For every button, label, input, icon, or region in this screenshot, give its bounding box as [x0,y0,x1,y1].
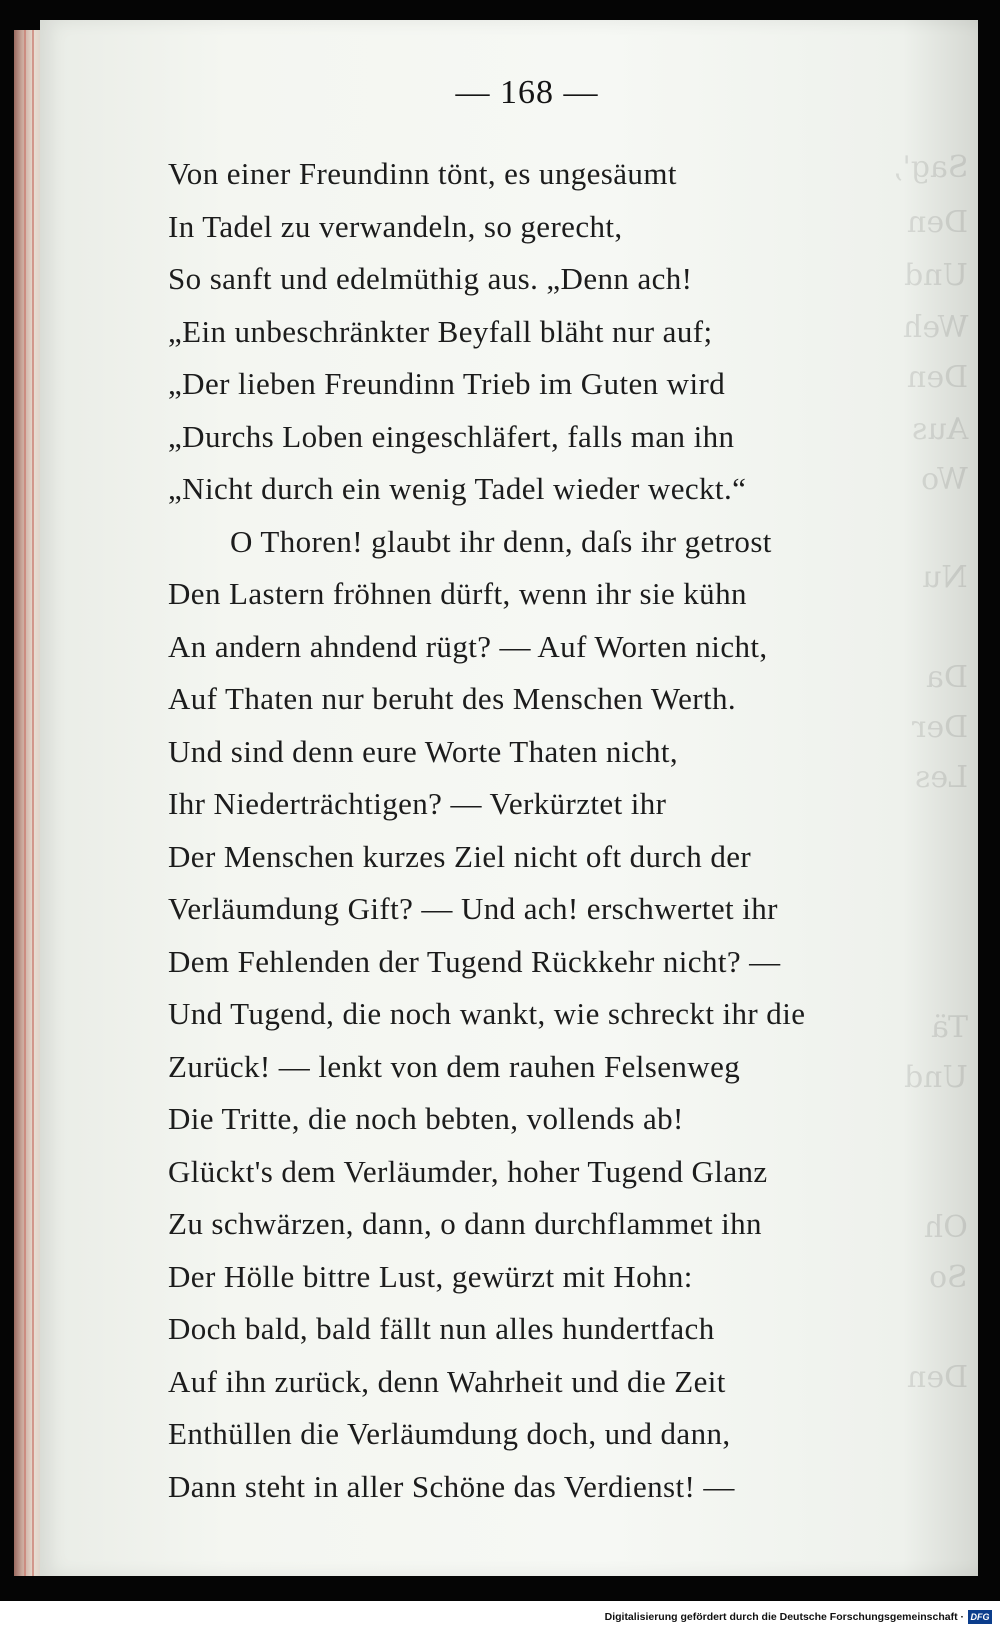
text-line: Doch bald, bald fällt nun alles hundertfach [168,1311,715,1346]
text-line: An andern ahndend rügt? — Auf Worten nicht, [168,628,768,664]
text-line: Den Lastern fröhnen dürft, wenn ihr sie kühn [168,576,747,611]
text-line: Dem Fehlenden der Tugend Rückkehr nicht? — [168,943,781,979]
text-line: Dann steht in aller Schöne das Verdienst! — [168,1468,735,1504]
text-line: Die Tritte, die noch bebten, vollends ab! [168,1101,684,1136]
text-line: Von einer Freundinn tönt, es ungesäumt [168,156,677,191]
text-line: „Durchs Loben eingeschläfert, falls man ihn [168,418,735,454]
text-line: Auf Thaten nur beruht des Menschen Werth. [168,681,737,716]
text-line: „Ein unbeschränkter Beyfall bläht nur auf; [168,313,713,349]
dfg-logo: DFG [968,1610,992,1624]
bleed-through: Sag', Den Und Weh Den Aus Wo Nu Da Der Les Tä Und Oh So Den [892,150,968,1395]
page-edge-line [24,30,26,1576]
text-line: So sanft und edelmüthig aus. „Denn ach! [168,261,693,296]
text-line: Zu schwärzen, dann, o dann durchflammet ihn [168,1206,762,1241]
text-line: Ihr Niederträchtigen? — Verkürztet ihr [168,786,667,821]
book-page [40,20,978,1576]
text-line: Verläumdung Gift? — Und ach! erschwertet ihr [168,891,778,926]
text-line: Der Hölle bittre Lust, gewürzt mit Hohn: [168,1258,693,1294]
page-text [168,148,928,1513]
text-line: „Nicht durch ein wenig Tadel wieder weckt.“ [168,471,747,506]
text-line: „Der lieben Freundinn Trieb im Guten wird [168,366,726,401]
text-line: In Tadel zu verwandeln, so gerecht, [168,208,623,244]
text-line: Zurück! — lenkt von dem rauhen Felsenweg [168,1048,741,1084]
footer-credit: Digitalisierung gefördert durch die Deutsche Forschungsgemeinschaft · [604,1611,964,1623]
text-line: Der Menschen kurzes Ziel nicht oft durch der [168,838,752,874]
text-line: Auf ihn zurück, denn Wahrheit und die Zeit [168,1363,726,1399]
footer-band [0,1601,1000,1629]
page-number: — 168 — [455,74,599,111]
text-line: Glückt's dem Verläumder, hoher Tugend Glanz [168,1153,768,1189]
text-line: Und sind denn eure Worte Thaten nicht, [168,733,679,769]
text-line: Und Tugend, die noch wankt, wie schreckt ihr die [168,996,806,1031]
text-line: Enthüllen die Verläumdung doch, und dann, [168,1416,731,1451]
page-edge-line [32,30,34,1576]
text-line: O Thoren! glaubt ihr denn, daſs ihr getrost [230,523,772,559]
